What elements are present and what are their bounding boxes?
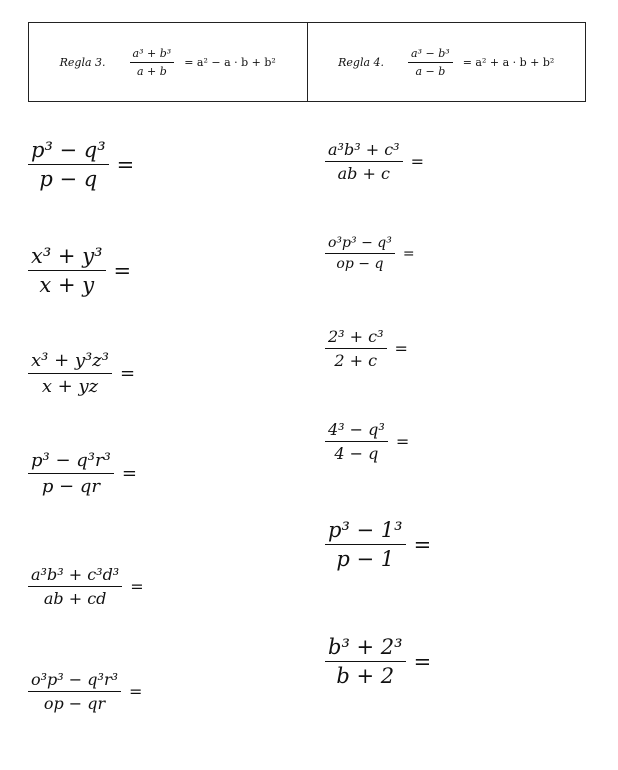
rule-4 (307, 23, 586, 101)
numerator: a³b³ + c³ (328, 140, 400, 159)
exercise-left-6 (28, 670, 142, 713)
equals-sign: = (402, 245, 415, 262)
exercise-right-5 (325, 518, 431, 571)
exercise-right-4 (325, 420, 409, 463)
denominator: 4 − q (334, 444, 379, 463)
equals-sign: = (413, 532, 432, 557)
denominator: p − qr (41, 476, 100, 497)
exercise-right-3 (325, 327, 408, 370)
rule-result: = a² − a · b + b² (184, 55, 276, 69)
denominator: x + y (39, 273, 95, 297)
rule-label: Regla 4. (338, 55, 385, 69)
exercise-left-4 (28, 450, 137, 497)
denominator: p − 1 (336, 547, 395, 571)
exercise-left-5 (28, 565, 144, 608)
numerator: p³ − q³r³ (31, 450, 111, 471)
equals-sign: = (395, 432, 410, 451)
numerator: o³p³ − q³r³ (31, 670, 118, 689)
rule-label: Regla 3. (59, 55, 106, 69)
denominator: op − q (336, 256, 384, 272)
denominator: 2 + c (334, 351, 378, 370)
denominator: x + yz (41, 376, 99, 397)
numerator: p³ − q³ (31, 138, 106, 162)
exercise-left-2 (28, 244, 131, 297)
numerator: p³ − 1³ (328, 518, 403, 542)
exercise-left-3 (28, 350, 135, 397)
equals-sign: = (410, 152, 424, 171)
denominator: b + 2 (336, 664, 395, 688)
exercise-right-2 (325, 235, 415, 272)
rule-fraction (130, 47, 175, 78)
numerator: 2³ + c³ (328, 327, 384, 346)
numerator: 4³ − q³ (328, 420, 385, 439)
rule-numerator: a³ − b³ (411, 46, 450, 60)
equals-sign: = (113, 258, 132, 283)
numerator: o³p³ − q³ (328, 235, 392, 251)
denominator: p − q (39, 167, 98, 191)
equals-sign: = (413, 649, 432, 674)
numerator: x³ + y³z³ (31, 350, 109, 371)
denominator: ab + cd (43, 589, 107, 608)
rule-result: = a² + a · b + b² (462, 55, 555, 69)
equals-sign: = (129, 682, 143, 701)
rule-denominator: a + b (136, 64, 167, 78)
exercise-right-6 (325, 635, 431, 688)
rule-denominator: a − b (415, 64, 446, 78)
numerator: x³ + y³ (31, 244, 103, 268)
equals-sign: = (121, 463, 137, 484)
rule-fraction (408, 47, 453, 78)
equals-sign: = (130, 577, 144, 596)
rules-box (28, 22, 586, 102)
denominator: ab + c (337, 164, 390, 183)
exercise-right-1 (325, 140, 424, 183)
exercise-left-1 (28, 138, 134, 191)
equals-sign: = (116, 152, 135, 177)
numerator: b³ + 2³ (328, 635, 403, 659)
rule-3 (29, 23, 307, 101)
numerator: a³b³ + c³d³ (31, 565, 120, 584)
denominator: op − qr (43, 694, 106, 713)
rule-numerator: a³ + b³ (132, 46, 172, 60)
equals-sign: = (394, 339, 408, 358)
equals-sign: = (119, 363, 136, 384)
